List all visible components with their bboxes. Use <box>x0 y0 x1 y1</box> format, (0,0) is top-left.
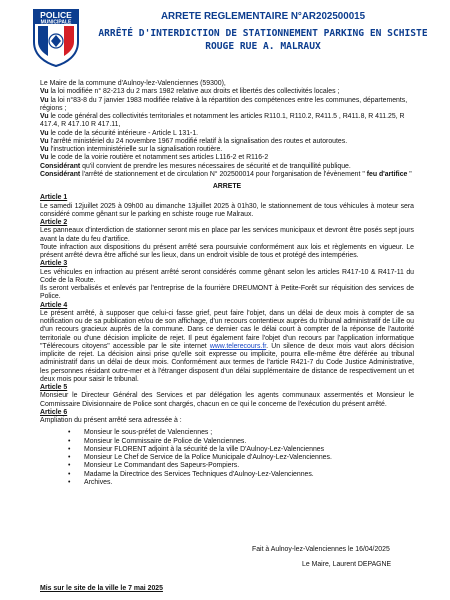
police-municipale-logo <box>32 8 80 68</box>
article-paragraph: Ampliation du présent arrêté sera adressée à : <box>40 417 182 424</box>
article-1 <box>40 194 414 219</box>
logo-line1: POLICE <box>40 10 72 20</box>
article-title: Article 1 <box>40 194 68 202</box>
preamble-item: Vu l'instruction interministérielle sur la signalisation routière. <box>40 146 223 153</box>
article-paragraph: Toute infraction aux dispositions du présent arrêté sera poursuivie conformément aux lois et règlements en vigueur. Le présent arrêté devra être affiché sur les lieux, dans un endroit visible de tous et protégé des intempéries. <box>40 243 414 259</box>
article-title: Article 6 <box>40 408 68 416</box>
list-item: • Monsieur FLORENT adjoint à la sécurité de la ville D'Aulnoy-Lez-Valenciennes <box>84 446 414 454</box>
article-paragraph: Monsieur le Directeur Général des Services et par délégation les agents communaux assermentés et Monsieur le Commissaire Divisionnaire de Police sont chargés, chacun en ce qui le concerne de l'exécution du présent arrêté. <box>40 392 414 408</box>
logo-line2: MUNICIPALE <box>40 19 72 26</box>
article-4 <box>40 302 414 385</box>
document-subtitle: ARRÊTÉ D'INTERDICTION DE STATIONNEMENT PARKING EN SCHISTE ROUGE RUE A. MALRAUX <box>98 28 428 52</box>
article-title: Article 5 <box>40 384 68 391</box>
article-paragraph: Les véhicules en infraction au présent arrêté seront considérés comme gênant selon les articles R417-10 & R417-11 du Code de la Route. <box>40 268 414 284</box>
preamble-item: Vu la loi modifiée n° 82-213 du 2 mars 1982 relative aux droits et libertés des collectivités locales ; <box>40 88 340 96</box>
preamble-item: Vu le code de la voirie routière et notamment ses articles L116-2 et R116-2 <box>40 154 269 162</box>
preamble-item: Vu le code de la sécurité intérieure - Article L 131-1. <box>40 129 199 137</box>
article-6 <box>40 409 414 488</box>
preamble-item: Vu le code général des collectivités territoriales et notamment les articles R110.1, R110.2, R411.5 , R411.8, R 411.25, R 417.4, R 417.10 R 417.11, <box>40 113 405 129</box>
signature-place-date: Fait à Aulnoy-lez-Valenciennes le 16/04/2025 <box>252 546 390 553</box>
list-item: • Madame la Directrice des Services Techniques d'Aulnoy-Lez-Valenciennes. <box>84 471 414 479</box>
recipient-list <box>40 429 414 487</box>
list-item: • Monsieur le sous-préfet de Valenciennes ; <box>84 429 414 437</box>
publication-note: Mis sur le site de la ville le 7 mai 2025 <box>40 585 163 592</box>
document-body <box>40 80 414 487</box>
article-paragraph: Le samedi 12juillet 2025 à 09h00 au dimanche 13juillet 2025 à 01h30, le stationnement de tous véhicules à moteur sera considéré comme gênant sur le parking en schiste rouge rue Malraux. <box>40 202 414 218</box>
article-paragraph: Le présent arrêté, à supposer que celui-ci fasse grief, peut faire l'objet, dans un délai de deux mois à compter de sa notification ou de sa publication et/ou de son affichage, d'un recours contentieux auprès du tribunal administratif de Lille ou d'un recours gracieux auprès de la commune. Dans ce dernier cas le délai court à compter de la réponse de l'autorité territoriale ou d'une décision implicite de rejet. Il peut également faire l'objet d'un recours par l'application informatique "Télérecours citoyens" accessible par le site internet www.telerecours.fr. Un silence de deux mois vaut alors décision implicite de rejet. La décision ainsi prise qu'elle soit expresse ou implicite, pourra elle-même être déférée au tribunal administratif dans un délai de deux mois. Conformément aux termes de l'article R421-7 du Code Justice Administrative, les personnes résidant outre-mer et à l'étranger disposent d'un délai supplémentaire de distance de respectivement un et deux mois pour saisir le tribunal. <box>40 309 414 383</box>
article-2 <box>40 219 414 260</box>
signature-name: Le Maire, Laurent DEPAGNE <box>302 561 392 568</box>
document-title: ARRETE REGLEMENTAIRE N°AR202500015 <box>160 11 366 22</box>
telerecours-link[interactable]: www.telerecours.fr <box>209 342 267 350</box>
article-title: Article 4 <box>40 301 68 309</box>
article-5 <box>40 384 414 409</box>
list-item: • Archives. <box>84 479 414 487</box>
article-title: Article 2 <box>40 219 68 226</box>
article-title: Article 3 <box>40 260 68 268</box>
preamble-item: Vu la loi n°83-8 du 7 janvier 1983 modifiée relative à la répartition des compétences entre les communes, départements, régions ; <box>40 96 408 112</box>
decision-heading: ARRETE <box>212 183 242 190</box>
preamble-item: Considérant qu'il convient de prendre les mesures nécessaires de sécurité et de tranquillité publique. <box>40 162 351 170</box>
preamble-list <box>40 88 414 179</box>
preamble-intro: Le Maire de la commune d'Aulnoy-lez-Valenciennes (59300), <box>40 80 226 87</box>
list-item: • Monsieur Le Commandant des Sapeurs-Pompiers. <box>84 462 414 470</box>
list-item: • Monsieur le Commissaire de Police de Valenciennes. <box>84 438 414 446</box>
list-item: • Monsieur Le Chef de Service de la Police Municipale d'Aulnoy-Lez-Valenciennes. <box>84 454 414 462</box>
article-3 <box>40 260 414 301</box>
preamble-item: Vu l'arrêté ministériel du 24 novembre 1967 modifié relatif à la signalisation des routes et autoroutes. <box>40 137 348 145</box>
article-paragraph: Ils seront verbalisés et enlevés par l'entreprise de la fourrière DREUMONT à Petite-Forêt sur réquisition des services de Police. <box>40 285 414 301</box>
preamble-item: Considérant l'arrêté de stationnement et de circulation N° 202500014 pour l'organisation de l'évènement " feu d'artifice " <box>40 170 412 178</box>
article-paragraph: Les panneaux d'interdiction de stationner seront mis en place par les services municipaux et devront être posés sept jours avant la date du feu d'artifice. <box>40 227 414 243</box>
